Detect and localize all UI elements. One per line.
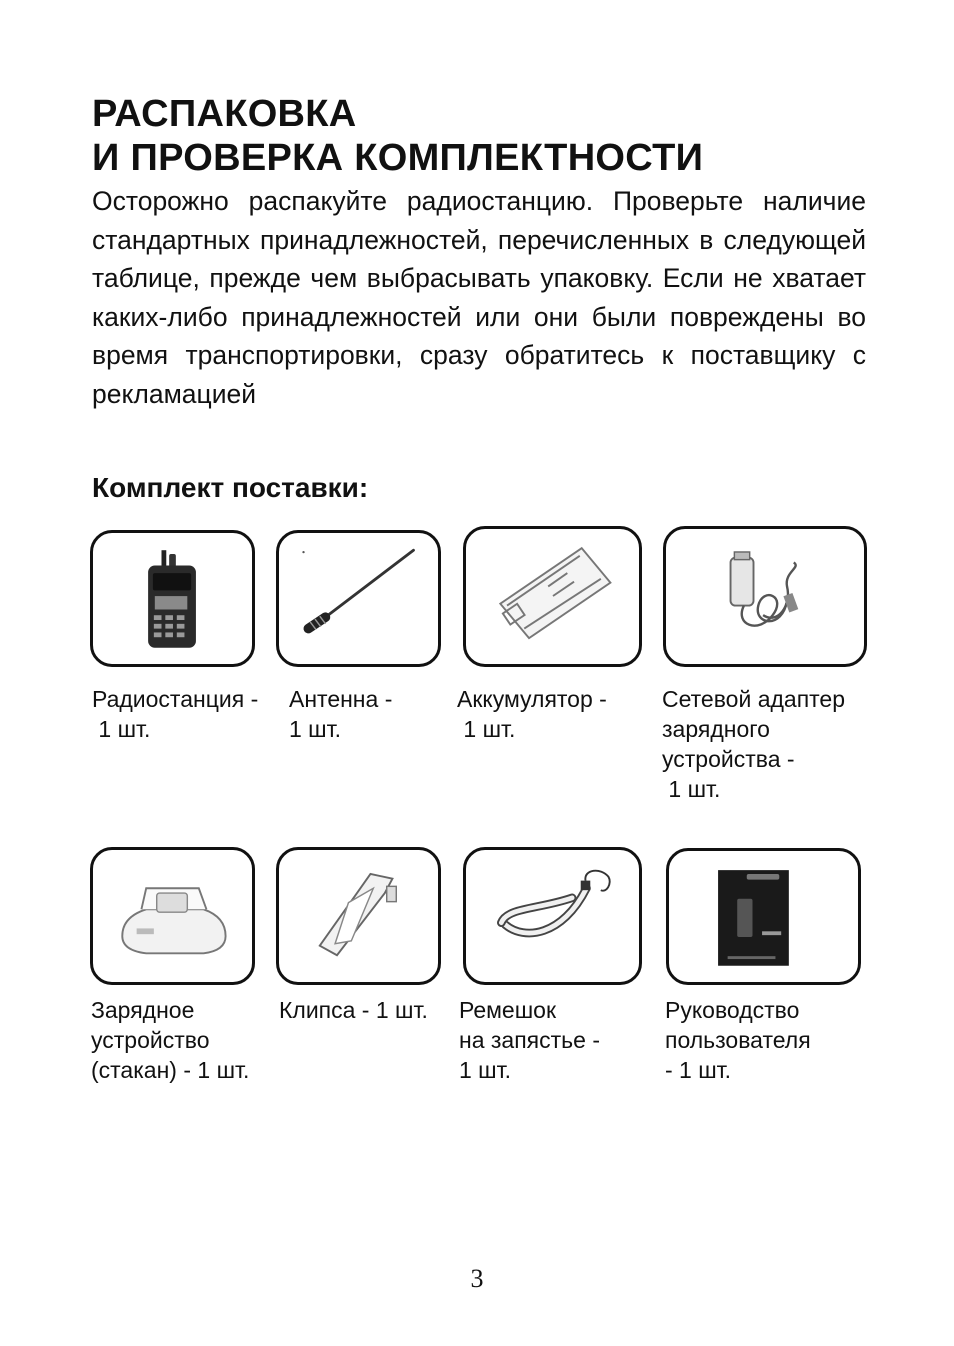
- user-manual-icon: [669, 851, 858, 982]
- caption-radio: [92, 684, 258, 744]
- item-box-antenna: [276, 530, 441, 667]
- belt-clip-icon: [279, 850, 438, 982]
- caption-charger-cradle: [91, 995, 249, 1085]
- caption-belt-clip-line-1: Клипса - 1 шт.: [279, 997, 428, 1023]
- page-title: [92, 92, 703, 180]
- kit-contents-heading: Комплект поставки:: [92, 472, 369, 503]
- caption-user-manual-line-3: - 1 шт.: [665, 1057, 732, 1083]
- item-box-charger-cradle: [90, 847, 255, 985]
- caption-wrist-strap-line-3: 1 шт.: [459, 1057, 512, 1083]
- caption-wrist-strap-line-2: на запястье -: [459, 1027, 600, 1053]
- antenna-icon: [279, 533, 438, 664]
- caption-power-adapter-line-1: Сетевой адаптер: [662, 686, 846, 712]
- caption-battery-line-1: Аккумулятор -: [457, 686, 607, 712]
- caption-battery-line-2: 1 шт.: [457, 716, 516, 742]
- caption-antenna-line-1: Антенна -: [289, 686, 393, 712]
- intro-paragraph: Осторожно распакуйте радиостанцию. Проверьте наличие стандартных принадлежностей, перечисленных в следующей таблице, прежде чем выбрасывать упаковку. Если не хватает каких-либо принадлежностей или они были повреждены во время транспортировки, сразу обратитесь к поставщику с рекламацией: [92, 186, 866, 409]
- item-box-power-adapter: [663, 526, 867, 667]
- caption-user-manual-line-1: Руководство: [665, 997, 800, 1023]
- caption-power-adapter: [662, 684, 845, 804]
- caption-charger-cradle-line-1: Зарядное: [91, 997, 195, 1023]
- caption-antenna: [289, 684, 392, 744]
- item-box-wrist-strap: [463, 847, 642, 985]
- charger-cradle-icon: [93, 850, 252, 982]
- item-box-battery: [463, 526, 642, 667]
- caption-battery: [457, 684, 607, 744]
- caption-user-manual: [665, 995, 811, 1085]
- caption-antenna-line-2: 1 шт.: [289, 716, 342, 742]
- page-title-line-1: РАСПАКОВКА: [92, 93, 357, 135]
- item-box-belt-clip: [276, 847, 441, 985]
- caption-power-adapter-line-4: 1 шт.: [662, 776, 721, 802]
- caption-radio-line-2: 1 шт.: [92, 716, 151, 742]
- page-title-line-2: И ПРОВЕРКА КОМПЛЕКТНОСТИ: [92, 137, 704, 179]
- item-box-user-manual: [666, 848, 861, 985]
- power-adapter-icon: [666, 529, 864, 664]
- caption-belt-clip: [279, 995, 428, 1025]
- page-number: 3: [470, 1264, 484, 1293]
- battery-icon: [466, 529, 639, 664]
- caption-power-adapter-line-2: зарядного: [662, 716, 770, 742]
- caption-power-adapter-line-3: устройства -: [662, 746, 795, 772]
- caption-user-manual-line-2: пользователя: [665, 1027, 811, 1053]
- caption-radio-line-1: Радиостанция -: [92, 686, 259, 712]
- caption-charger-cradle-line-2: устройство: [91, 1027, 210, 1053]
- radio-icon: [93, 533, 252, 664]
- caption-wrist-strap: [459, 995, 600, 1085]
- item-box-radio: [90, 530, 255, 667]
- caption-wrist-strap-line-1: Ремешок: [459, 997, 557, 1023]
- caption-charger-cradle-line-3: (стакан) - 1 шт.: [91, 1057, 250, 1083]
- wrist-strap-icon: [466, 850, 639, 982]
